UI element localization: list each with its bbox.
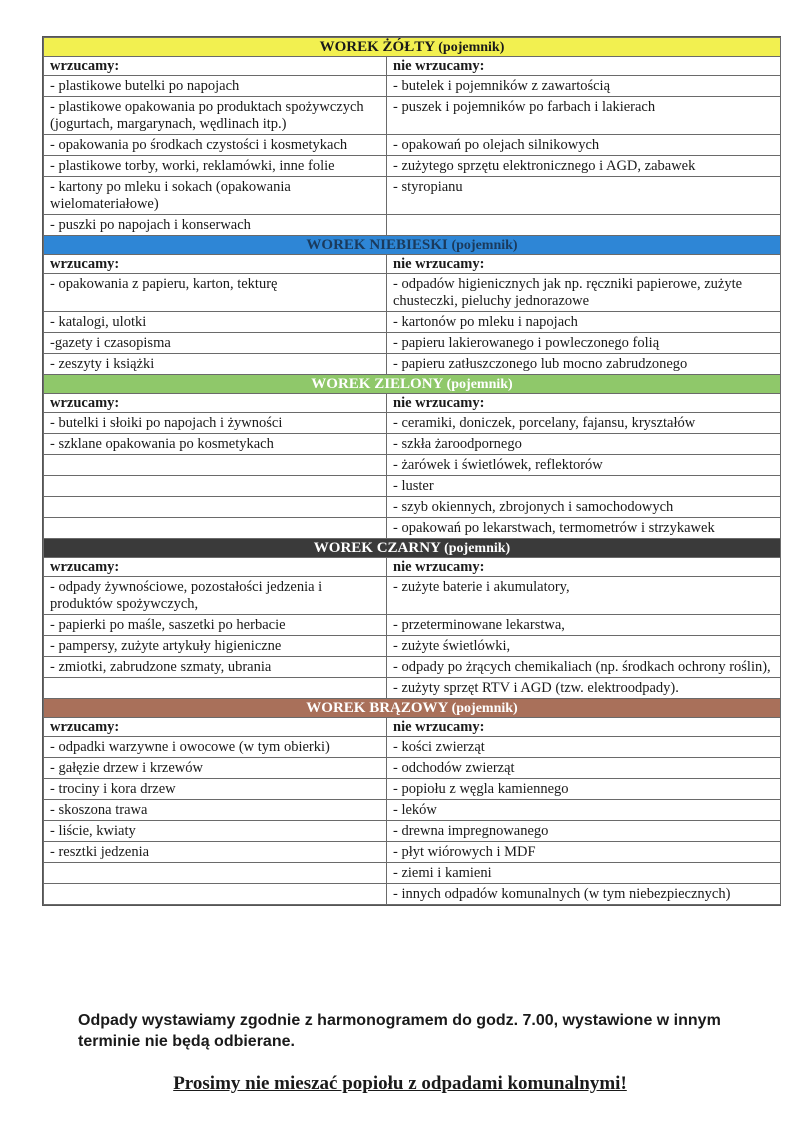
allowed-header: wrzucamy: (44, 718, 387, 737)
table-row (44, 354, 781, 375)
allowed-item: - plastikowe torby, worki, reklamówki, inne folie (44, 156, 387, 177)
table-row (44, 842, 781, 863)
not-allowed-item: - odpady po żrących chemikaliach (np. środkach ochrony roślin), (387, 657, 781, 678)
not-allowed-item: - szyb okiennych, zbrojonych i samochodowych (387, 497, 781, 518)
allowed-item: - butelki i słoiki po napojach i żywności (44, 413, 387, 434)
section-header-row (44, 699, 781, 718)
allowed-header: wrzucamy: (44, 394, 387, 413)
table-row (44, 779, 781, 800)
allowed-item: - zeszyty i książki (44, 354, 387, 375)
not-allowed-item: - papieru zatłuszczonego lub mocno zabrudzonego (387, 354, 781, 375)
table-row (44, 737, 781, 758)
table-row (44, 657, 781, 678)
column-header-row (44, 57, 781, 76)
section-title (44, 236, 781, 255)
table-row (44, 863, 781, 884)
allowed-item: -gazety i czasopisma (44, 333, 387, 354)
not-allowed-item: - innych odpadów komunalnych (w tym niebezpiecznych) (387, 884, 781, 905)
table-row (44, 76, 781, 97)
allowed-item (44, 455, 387, 476)
collection-time-note: Odpady wystawiamy zgodnie z harmonogramem do godz. 7.00, wystawione w innym terminie nie będą odbierane. (78, 1012, 721, 1050)
not-allowed-item (387, 215, 781, 236)
table-row (44, 274, 781, 312)
column-header-row (44, 558, 781, 577)
not-allowed-item: - kartonów po mleku i napojach (387, 312, 781, 333)
allowed-item (44, 518, 387, 539)
not-allowed-item: - leków (387, 800, 781, 821)
table-row (44, 497, 781, 518)
table-row (44, 135, 781, 156)
not-allowed-item: - płyt wiórowych i MDF (387, 842, 781, 863)
not-allowed-item: - żarówek i świetlówek, reflektorów (387, 455, 781, 476)
bag-name: WOREK ZIELONY (311, 376, 443, 392)
not-allowed-item: - papieru lakierowanego i powleczonego folią (387, 333, 781, 354)
allowed-item (44, 497, 387, 518)
not-allowed-item: - zużyte baterie i akumulatory, (387, 577, 781, 615)
bag-subtitle: (pojemnik) (451, 238, 518, 253)
section-title (44, 375, 781, 394)
table-row (44, 434, 781, 455)
bag-name: WOREK ŻÓŁTY (319, 39, 435, 55)
allowed-item: - liście, kwiaty (44, 821, 387, 842)
not-allowed-item: - przeterminowane lekarstwa, (387, 615, 781, 636)
table-row (44, 413, 781, 434)
table-row (44, 758, 781, 779)
column-header-row (44, 718, 781, 737)
column-header-row (44, 394, 781, 413)
not-allowed-item: - opakowań po lekarstwach, termometrów i strzykawek (387, 518, 781, 539)
table-row (44, 636, 781, 657)
allowed-item (44, 884, 387, 905)
table-row (44, 800, 781, 821)
allowed-item: - trociny i kora drzew (44, 779, 387, 800)
not-allowed-item: - opakowań po olejach silnikowych (387, 135, 781, 156)
allowed-item (44, 678, 387, 699)
section-header-row (44, 236, 781, 255)
allowed-item (44, 476, 387, 497)
not-allowed-item: - popiołu z węgla kamiennego (387, 779, 781, 800)
not-allowed-header: nie wrzucamy: (387, 394, 781, 413)
not-allowed-item: - odchodów zwierząt (387, 758, 781, 779)
not-allowed-header: nie wrzucamy: (387, 558, 781, 577)
table-row (44, 615, 781, 636)
table-row (44, 821, 781, 842)
allowed-header: wrzucamy: (44, 57, 387, 76)
not-allowed-item: - zużyty sprzęt RTV i AGD (tzw. elektroodpady). (387, 678, 781, 699)
allowed-item: - resztki jedzenia (44, 842, 387, 863)
allowed-item: - skoszona trawa (44, 800, 387, 821)
bag-subtitle: (pojemnik) (451, 701, 518, 716)
allowed-item: - plastikowe butelki po napojach (44, 76, 387, 97)
table-row (44, 333, 781, 354)
waste-sorting-table (43, 37, 781, 905)
allowed-item: - odpadki warzywne i owocowe (w tym obierki) (44, 737, 387, 758)
not-allowed-item: - ceramiki, doniczek, porcelany, fajansu, kryształów (387, 413, 781, 434)
not-allowed-item: - drewna impregnowanego (387, 821, 781, 842)
table-row (44, 455, 781, 476)
not-allowed-item: - kości zwierząt (387, 737, 781, 758)
table-row (44, 476, 781, 497)
allowed-item: - zmiotki, zabrudzone szmaty, ubrania (44, 657, 387, 678)
not-allowed-item: - ziemi i kamieni (387, 863, 781, 884)
not-allowed-item: - odpadów higienicznych jak np. ręczniki papierowe, zużyte chusteczki, pieluchy jednorazowe (387, 274, 781, 312)
bag-name: WOREK CZARNY (313, 540, 441, 556)
section-title (44, 539, 781, 558)
allowed-item (44, 863, 387, 884)
table-row (44, 156, 781, 177)
not-allowed-header: nie wrzucamy: (387, 255, 781, 274)
table-row (44, 177, 781, 215)
not-allowed-item: - luster (387, 476, 781, 497)
allowed-item: - papierki po maśle, saszetki po herbacie (44, 615, 387, 636)
section-title (44, 38, 781, 57)
allowed-item: - plastikowe opakowania po produktach spożywczych (jogurtach, margarynach, wędlinach itp.) (44, 97, 387, 135)
allowed-item: - kartony po mleku i sokach (opakowania wielomateriałowe) (44, 177, 387, 215)
waste-sorting-sheet (42, 36, 781, 906)
allowed-item: - katalogi, ulotki (44, 312, 387, 333)
section-header-row (44, 539, 781, 558)
bag-name: WOREK BRĄZOWY (306, 700, 448, 716)
allowed-item: - opakowania po środkach czystości i kosmetykach (44, 135, 387, 156)
section-header-row (44, 375, 781, 394)
not-allowed-item: - butelek i pojemników z zawartością (387, 76, 781, 97)
allowed-item: - opakowania z papieru, karton, tekturę (44, 274, 387, 312)
table-row (44, 215, 781, 236)
not-allowed-header: nie wrzucamy: (387, 57, 781, 76)
bag-subtitle: (pojemnik) (446, 377, 513, 392)
not-allowed-item: - zużyte świetlówki, (387, 636, 781, 657)
table-row (44, 678, 781, 699)
bag-name: WOREK NIEBIESKI (306, 237, 448, 253)
not-allowed-item: - szkła żaroodpornego (387, 434, 781, 455)
not-allowed-item: - styropianu (387, 177, 781, 215)
bag-subtitle: (pojemnik) (444, 541, 511, 556)
table-row (44, 518, 781, 539)
allowed-header: wrzucamy: (44, 255, 387, 274)
allowed-header: wrzucamy: (44, 558, 387, 577)
section-title (44, 699, 781, 718)
section-header-row (44, 38, 781, 57)
table-row (44, 312, 781, 333)
allowed-item: - gałęzie drzew i krzewów (44, 758, 387, 779)
bag-subtitle: (pojemnik) (438, 40, 505, 55)
allowed-item: - puszki po napojach i konserwach (44, 215, 387, 236)
allowed-item: - pampersy, zużyte artykuły higieniczne (44, 636, 387, 657)
allowed-item: - szklane opakowania po kosmetykach (44, 434, 387, 455)
not-allowed-item: - puszek i pojemników po farbach i lakierach (387, 97, 781, 135)
ash-warning: Prosimy nie mieszać popiołu z odpadami komunalnymi! (173, 1073, 627, 1094)
allowed-item: - odpady żywnościowe, pozostałości jedzenia i produktów spożywczych, (44, 577, 387, 615)
table-row (44, 97, 781, 135)
column-header-row (44, 255, 781, 274)
not-allowed-item: - zużytego sprzętu elektronicznego i AGD, zabawek (387, 156, 781, 177)
not-allowed-header: nie wrzucamy: (387, 718, 781, 737)
table-row (44, 884, 781, 905)
table-row (44, 577, 781, 615)
